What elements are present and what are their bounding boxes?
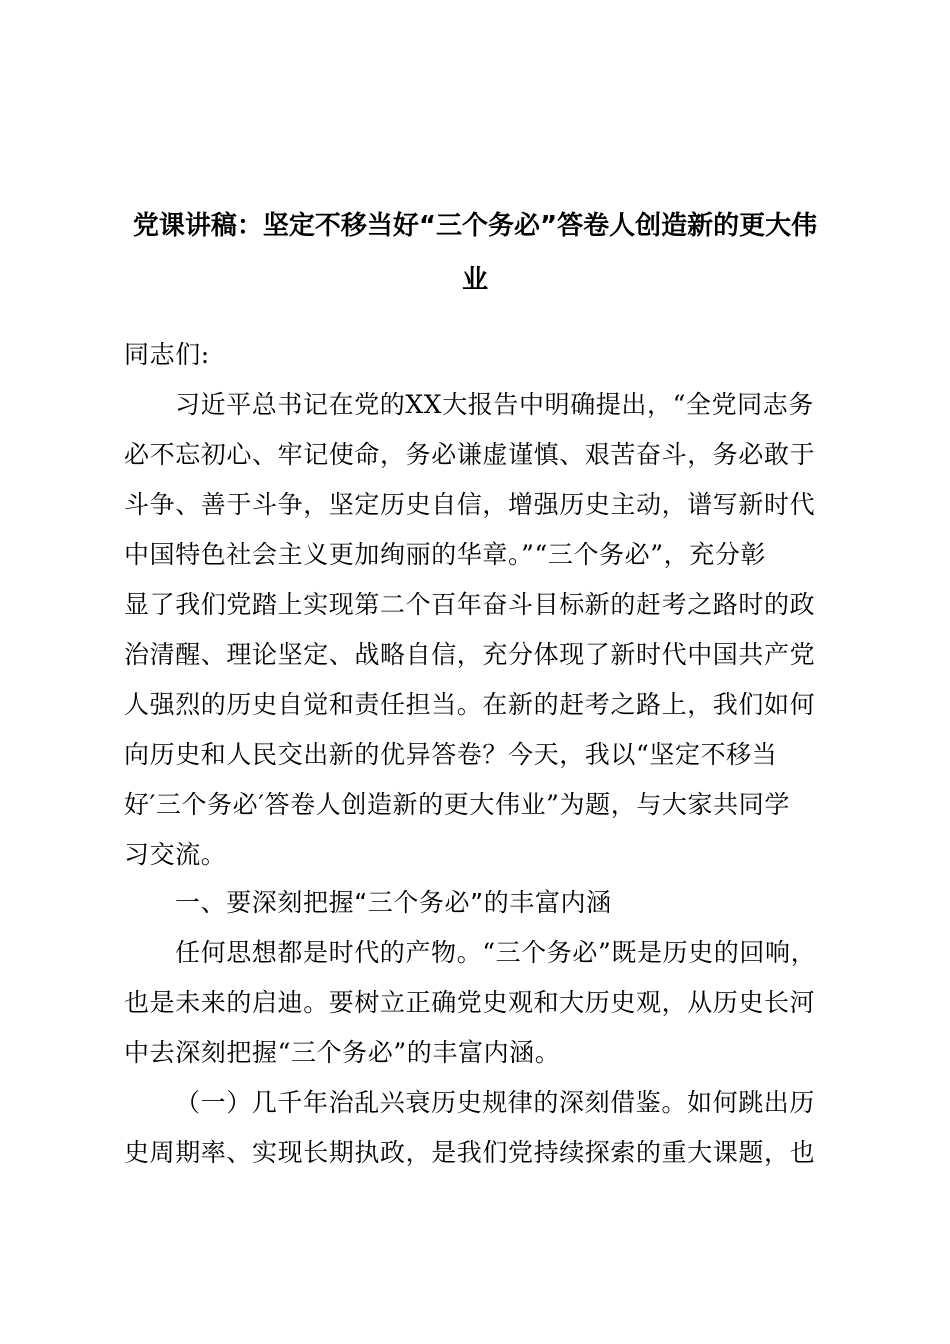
paragraph-1-line: 治清醒、理论坚定、战略自信，充分体现了新时代中国共产党 — [124, 640, 816, 669]
paragraph-1-line: 习交流。 — [124, 840, 227, 869]
paragraph-2-line: 也是未来的启迪。要树立正确党史观和大历史观，从历史长河 — [124, 988, 816, 1017]
paragraph-1-line: 习近平总书记在党的XX大报告中明确提出，“全党同志务 — [175, 390, 814, 419]
section-heading-1: 一、要深刻把握“三个务必”的丰富内涵 — [175, 888, 612, 917]
salutation: 同志们: — [124, 340, 210, 369]
paragraph-1-line: 显了我们党踏上实现第二个百年奋斗目标新的赶考之路时的政 — [124, 590, 816, 619]
paragraph-1-line: 斗争、善于斗争，坚定历史自信，增强历史主动，谱写新时代 — [124, 490, 816, 519]
paragraph-1-line: 必不忘初心、牢记使命，务必谦虚谨慎、艰苦奋斗，务必敢于 — [124, 440, 816, 469]
paragraph-3-line: （一）几千年治乱兴衰历史规律的深刻借鉴。如何跳出历 — [175, 1088, 816, 1117]
paragraph-2-line: 中去深刻把握“三个务必”的丰富内涵。 — [124, 1038, 561, 1067]
paragraph-1-line: 人强烈的历史自觉和责任担当。在新的赶考之路上，我们如何 — [124, 690, 816, 719]
paragraph-1-line: 好′三个务必′答卷人创造新的更大伟业”为题，与大家共同学 — [124, 790, 790, 819]
paragraph-1-line: 向历史和人民交出新的优异答卷？今天，我以“坚定不移当 — [124, 740, 778, 769]
paragraph-1-line: 中国特色社会主义更加绚丽的华章。”“三个务必”，充分彰 — [124, 540, 767, 569]
paragraph-3-line: 史周期率、实现长期执政，是我们党持续探索的重大课题，也 — [124, 1138, 816, 1167]
document-title-line-2: 业 — [461, 265, 488, 295]
paragraph-2-line: 任何思想都是时代的产物。“三个务必”既是历史的回响， — [175, 938, 817, 967]
document-title-line-1: 党课讲稿：坚定不移当好“三个务必”答卷人创造新的更大伟 — [132, 211, 818, 241]
